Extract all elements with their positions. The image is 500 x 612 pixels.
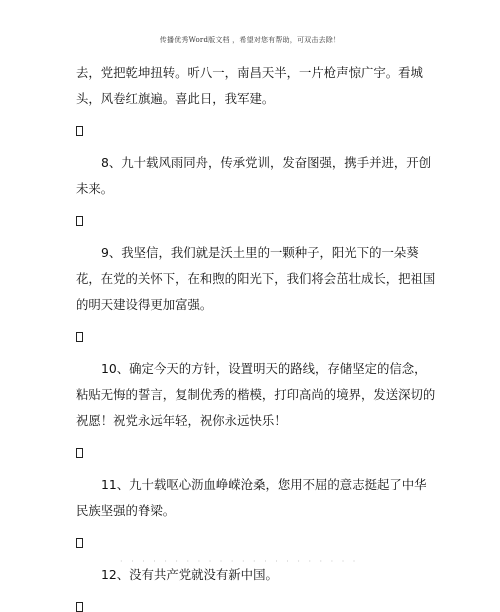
paragraph-12: 12、没有共产党就没有新中国。: [101, 567, 278, 582]
paragraph-mark-icon: [76, 538, 83, 548]
paragraph-mark-icon: [76, 126, 83, 136]
cut-off-text-line: · · · · · · · · · · · · · · · · · · · · · ·: [120, 557, 359, 566]
page-header: 传播优秀Word版文档 ，希望对您有帮助，可双击去除！: [159, 36, 341, 44]
paragraph-10: 10、确定今天的方针，设置明天的路线，存储坚定的信念，粘贴无悔的誓言，复制优秀的楷模，打印高尚的境界，发送深切的祝愿！祝党永远年轻，祝你永远快乐！: [76, 361, 436, 428]
document-body: [76, 60, 436, 612]
paragraph-9: 9、我坚信，我们就是沃土里的一颗种子，阳光下的一朵葵花，在党的关怀下，在和煦的阳光下，我们将会茁壮成长，把祖国的明天建设得更加富强。: [76, 245, 436, 312]
paragraph-8: 8、九十载风雨同舟，传承党训，发奋图强，携手并进，开创未来。: [76, 155, 432, 196]
paragraph-mark-icon: [76, 332, 83, 342]
paragraph-11: 11、九十载呕心沥血峥嵘沧桑，您用不屈的意志挺起了中华民族坚强的脊梁。: [76, 477, 427, 518]
paragraph-7-continued: 去，党把乾坤扭转。听八一，南昌天半，一片枪声惊广宇。看城头，风卷红旗遍。喜此日，我军建。: [76, 65, 423, 106]
paragraph-mark-icon: [76, 216, 83, 226]
paragraph-mark-icon: [76, 602, 83, 612]
paragraph-mark-icon: [76, 448, 83, 458]
